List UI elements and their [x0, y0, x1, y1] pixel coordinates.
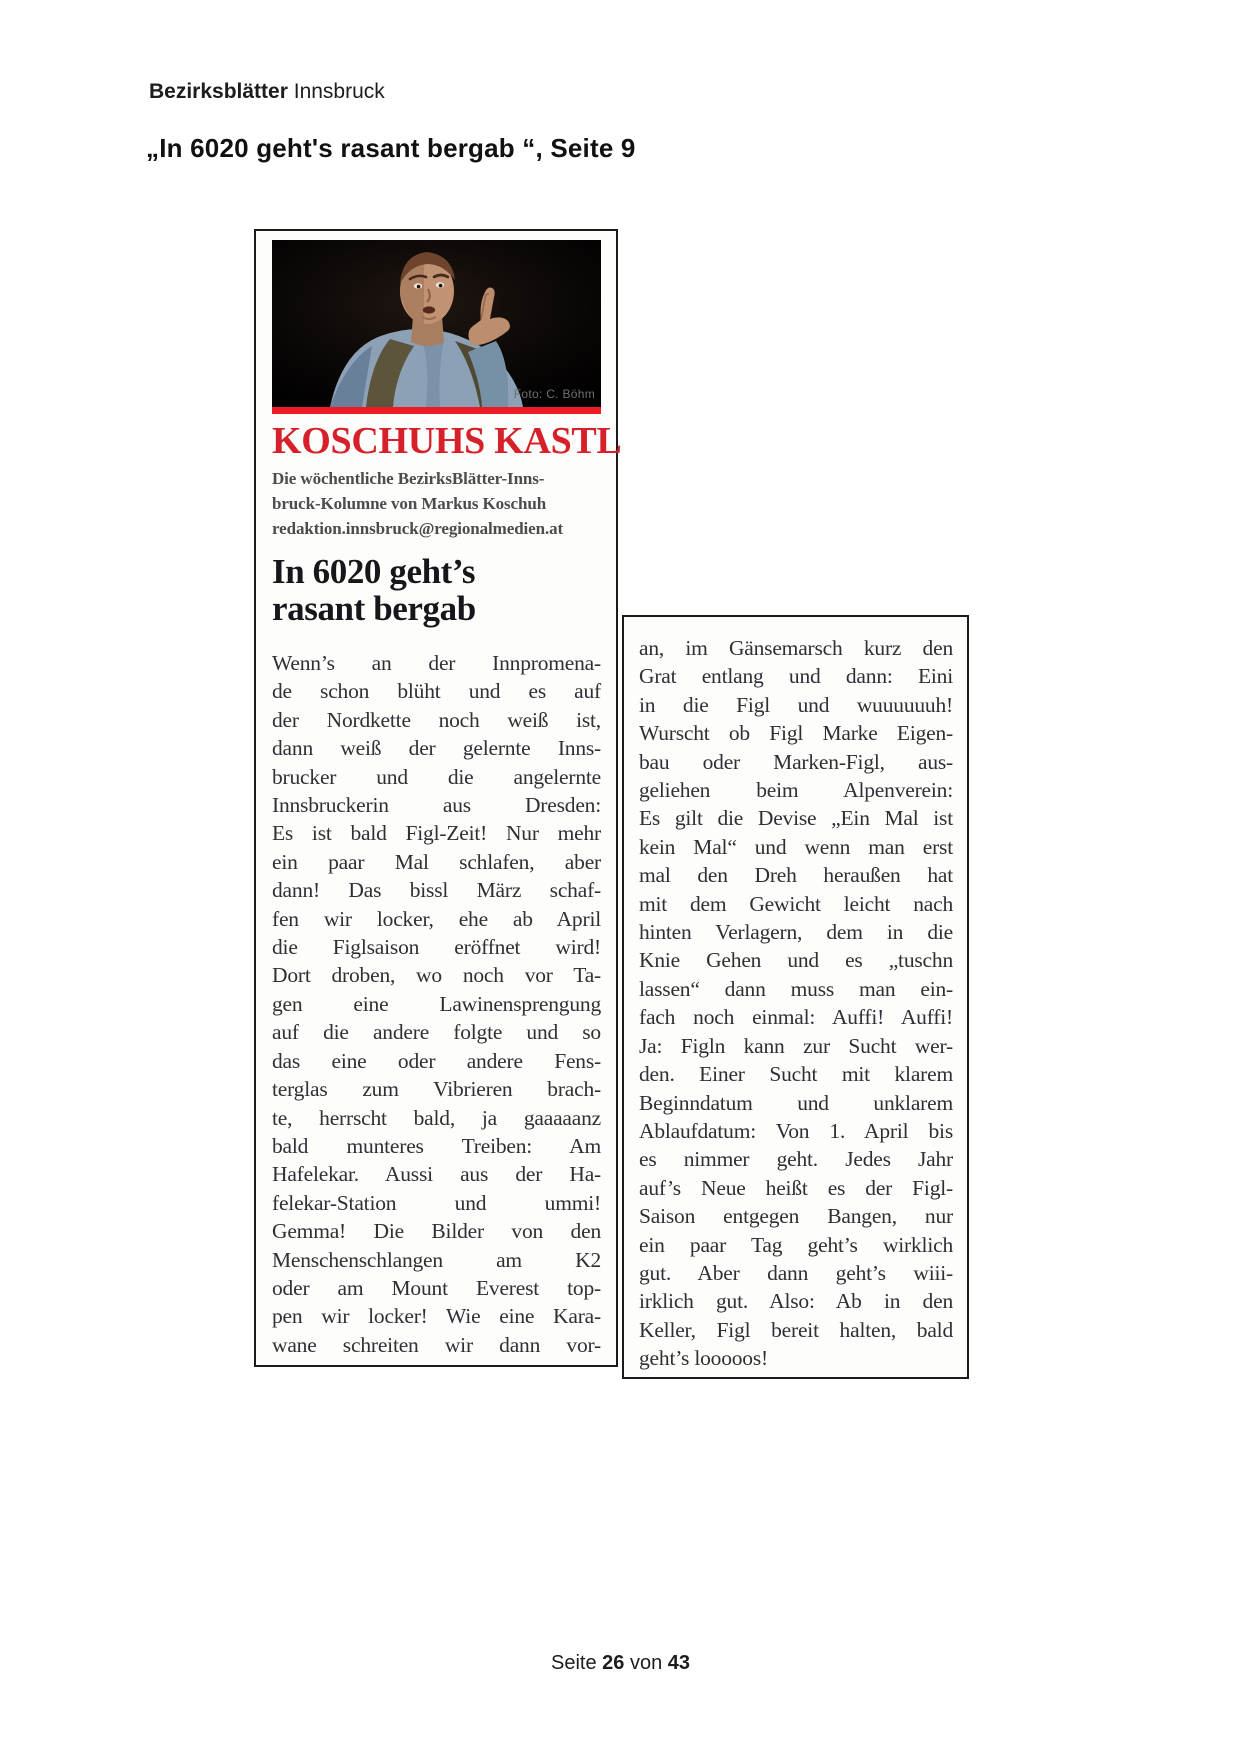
text-line: hinten Verlagern, dem in die — [639, 920, 953, 945]
text-line: Wenn’s an der Innpromena- — [272, 651, 601, 675]
page-footer — [0, 1652, 1241, 1675]
text-line: In 6020 geht’s — [272, 552, 476, 591]
text-line: kein Mal“ und wenn man erst — [639, 834, 953, 859]
text-line: Menschenschlangen am K2 — [272, 1247, 601, 1272]
text-line: fen wir locker, ehe ab April — [272, 906, 601, 931]
text-line: brucker und die angelernte — [272, 764, 601, 789]
text-line: wane schreiten wir dann vor- — [272, 1332, 601, 1357]
text-line: lassen“ dann muss man ein- — [639, 976, 953, 1001]
text-line: irklich gut. Also: Ab in den — [639, 1289, 953, 1314]
text-line: te, herrscht bald, ja gaaaaanz — [272, 1105, 601, 1130]
article-body-right — [639, 634, 953, 1373]
publication-name-bold: Bezirksblätter — [149, 80, 288, 103]
text-line: es nimmer geht. Jedes Jahr — [639, 1147, 953, 1172]
text-line: Gemma! Die Bilder von den — [272, 1219, 601, 1244]
text-line: mit dem Gewicht leicht nach — [639, 891, 953, 916]
text-line: gen eine Lawinensprengung — [272, 991, 601, 1016]
photo-credit: Foto: C. Böhm — [513, 387, 595, 401]
clipping-right-column — [622, 615, 969, 1379]
text-line: Beginndatum und unklarem — [639, 1090, 953, 1115]
text-line: redaktion.innsbruck@regionalmedien.at — [272, 519, 564, 538]
text-line: felekar-Station und ummi! — [272, 1190, 601, 1215]
text-line: gut. Aber dann geht’s wiii- — [639, 1260, 953, 1285]
footer-page-current: 26 — [602, 1652, 625, 1674]
text-line: geht’s looooos! — [639, 1346, 768, 1371]
text-line: geliehen beim Alpenverein: — [639, 778, 953, 803]
text-line: bruck-Kolumne von Markus Koschuh — [272, 494, 547, 513]
text-line: Saison entgegen Bangen, nur — [639, 1204, 953, 1229]
text-line: Es ist bald Figl-Zeit! Nur mehr — [272, 821, 601, 846]
publication-name — [149, 80, 385, 104]
text-line: Ablaufdatum: Von 1. April bis — [639, 1118, 953, 1143]
footer-label-seite: Seite — [550, 1652, 597, 1674]
text-line: ein paar Tag geht’s wirklich — [639, 1232, 953, 1257]
text-line: die Figlsaison eröffnet wird! — [272, 935, 601, 960]
text-line: Ja: Figln kann zur Sucht wer- — [639, 1033, 953, 1058]
columnist-photo — [272, 240, 601, 407]
text-line: oder am Mount Everest top- — [272, 1275, 601, 1300]
text-line: dann weiß der gelernte Inns- — [272, 736, 601, 761]
text-line: Innsbruckerin aus Dresden: — [272, 793, 601, 818]
text-line: pen wir locker! Wie eine Kara- — [272, 1304, 601, 1329]
text-line: Hafelekar. Aussi aus der Ha- — [272, 1162, 601, 1187]
text-line: an, im Gänsemarsch kurz den — [639, 636, 953, 660]
text-line: Grat entlang und dann: Eini — [639, 664, 953, 689]
article-body-left — [272, 649, 601, 1359]
text-line: dann! Das bissl März schaf- — [272, 878, 601, 903]
text-line: den. Einer Sucht mit klarem — [639, 1062, 953, 1087]
article-reference-heading: „In 6020 geht's rasant bergab “, Seite 9 — [146, 133, 636, 163]
text-line: bau oder Marken-Figl, aus- — [639, 749, 953, 774]
footer-page-total: 43 — [667, 1652, 691, 1674]
text-line: Die wöchentliche BezirksBlätter-Inns- — [272, 469, 545, 488]
footer-label-von: von — [629, 1652, 663, 1674]
clipping-left-column — [254, 229, 622, 1367]
text-line: Keller, Figl bereit halten, bald — [639, 1317, 953, 1342]
text-line: mal den Dreh heraußen hat — [639, 863, 953, 888]
text-line: fach noch einmal: Auffi! Auffi! — [639, 1005, 953, 1030]
text-line: auf’s Neue heißt es der Figl- — [639, 1175, 953, 1200]
text-line: das eine oder andere Fens- — [272, 1048, 601, 1073]
text-line: Knie Gehen und es „tuschn — [639, 948, 953, 973]
text-line: auf die andere folgte und so — [272, 1020, 601, 1045]
text-line: Wurscht ob Figl Marke Eigen- — [639, 721, 953, 746]
text-line: terglas zum Vibrieren brach- — [272, 1077, 601, 1102]
text-line: ein paar Mal schlafen, aber — [272, 849, 601, 874]
column-kicker: KOSCHUHS KASTL — [272, 420, 622, 462]
text-line: rasant bergab — [272, 589, 476, 628]
text-line: in die Figl und wuuuuuuh! — [639, 692, 953, 717]
text-line: bald munteres Treiben: Am — [272, 1133, 601, 1158]
text-line: de schon blüht und es auf — [272, 679, 601, 704]
photo-illustration — [272, 240, 601, 407]
text-line: Es gilt die Devise „Ein Mal ist — [639, 806, 953, 831]
article-title — [272, 553, 601, 627]
text-line: Dort droben, wo noch vor Ta- — [272, 963, 601, 988]
text-line: der Nordkette noch weiß ist, — [272, 707, 601, 732]
publication-name-regular: Innsbruck — [293, 80, 385, 103]
red-divider-bar — [272, 407, 601, 414]
column-subtitle — [272, 466, 601, 541]
